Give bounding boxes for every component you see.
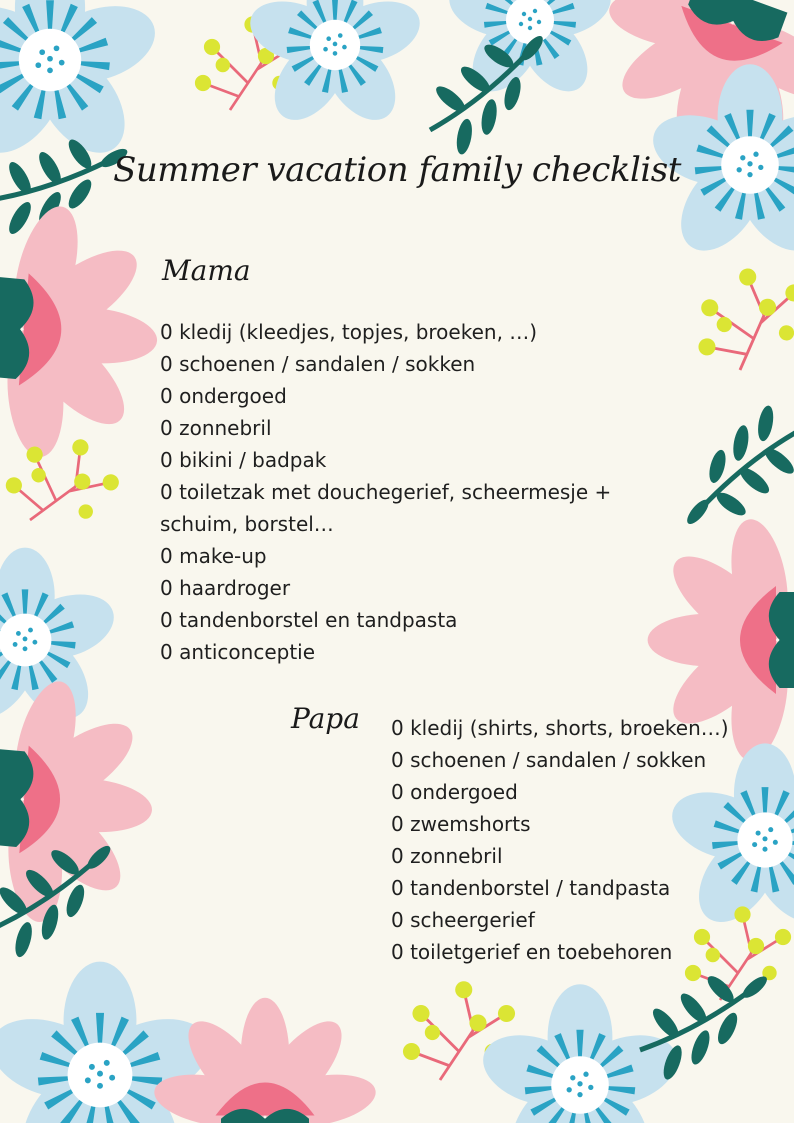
list-item: 0 kledij (kleedjes, topjes, broeken, …): [160, 320, 538, 344]
list-item: 0 ondergoed: [391, 780, 518, 804]
list-item: 0 toiletgerief en toebehoren: [391, 940, 673, 964]
list-item: 0 kledij (shirts, shorts, broeken…): [391, 716, 729, 740]
list-item: 0 ondergoed: [160, 384, 287, 408]
list-item: 0 zonnebril: [391, 844, 503, 868]
page-title: Summer vacation family checklist: [113, 150, 681, 190]
list-item: 0 schoenen / sandalen / sokken: [391, 748, 707, 772]
list-item: 0 haardroger: [160, 576, 291, 600]
list-item: 0 zwemshorts: [391, 812, 531, 836]
checklist-papa: [391, 712, 751, 968]
list-item: 0 anticonceptie: [160, 640, 316, 664]
list-item: 0 tandenborstel / tandpasta: [391, 876, 671, 900]
section-heading-papa: Papa: [291, 702, 360, 735]
list-item: schuim, borstel…: [160, 512, 334, 536]
checklist-mama: [160, 316, 660, 668]
section-heading-mama: Mama: [162, 254, 251, 287]
list-item: 0 schoenen / sandalen / sokken: [160, 352, 476, 376]
list-item: 0 bikini / badpak: [160, 448, 327, 472]
list-item: 0 tandenborstel en tandpasta: [160, 608, 458, 632]
list-item: 0 scheergerief: [391, 908, 535, 932]
list-item: 0 make-up: [160, 544, 267, 568]
list-item: 0 toiletzak met douchegerief, scheermesje +: [160, 480, 612, 504]
list-item: 0 zonnebril: [160, 416, 272, 440]
